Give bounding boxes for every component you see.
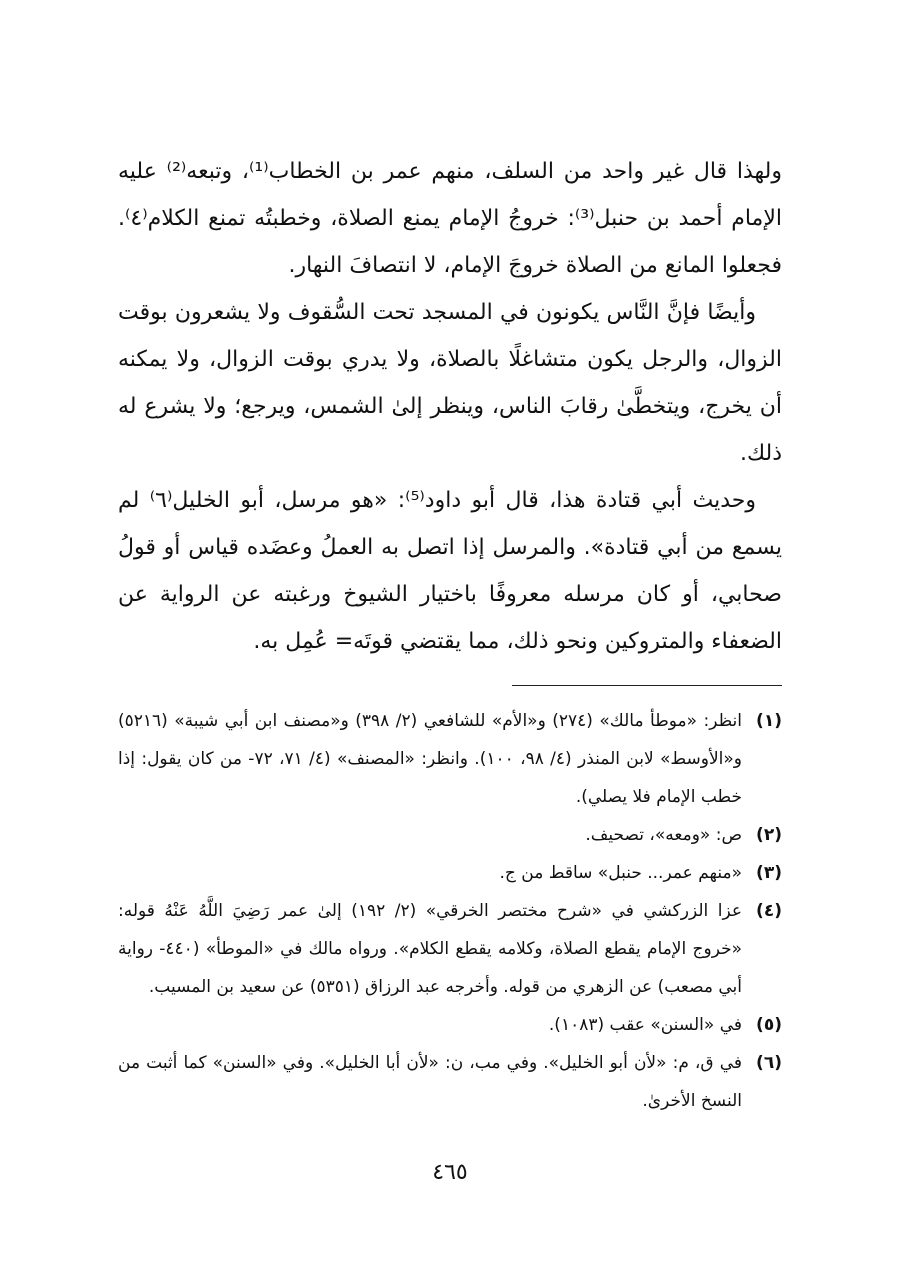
footnotes xyxy=(118,702,782,1120)
footnote-number: (٤) xyxy=(756,901,782,921)
footnote-1 xyxy=(118,702,782,816)
page-content xyxy=(118,148,782,1120)
footnote-number: (٣) xyxy=(756,863,782,883)
footnote-number: (٥) xyxy=(756,1015,782,1035)
paragraph-2: وأيضًا فإنَّ النَّاس يكونون في المسجد تحت السُّقوف ولا يشعرون بوقت الزوال، والرجل يكون متشاغلًا بالصلاة، ولا يدري بوقت الزوال، ولا يمكنه أن يخرج، ويتخطَّىٰ رقابَ الناس، وينظر إلىٰ الشمس، ويرجع؛ ولا يشرع له ذلك. xyxy=(118,300,782,466)
footnote-text: في «السنن» عقب (١٠٨٣). xyxy=(548,1015,742,1035)
footnote-number: (٢) xyxy=(756,825,782,845)
footnote-text: في ق، م: «لأن أبو الخليل». وفي مب، ن: «لأن أبا الخليل». وفي «السنن» كما أثبت من النسخ الأخرىٰ. xyxy=(118,1053,742,1111)
footnote-text: ص: «ومعه»، تصحيف. xyxy=(585,825,742,845)
footnote-number: (٦) xyxy=(756,1053,782,1073)
footnote-separator xyxy=(512,685,782,686)
footnote-2 xyxy=(118,816,782,854)
footnote-4 xyxy=(118,892,782,1006)
page-number: ٤٦٥ xyxy=(432,1160,468,1185)
paragraph-1: ولهذا قال غير واحد من السلف، منهم عمر بن الخطاب⁽¹⁾، وتبعه⁽²⁾ عليه الإمام أحمد بن حنبل⁽³⁾: خروجُ الإمام يمنع الصلاة، وخطبتُه تمنع الكلام⁽٤⁾. فجعلوا المانع من الصلاة خروجَ الإمام، لا انتصافَ النهار. xyxy=(118,159,783,278)
footnote-3 xyxy=(118,854,782,892)
footnote-number: (١) xyxy=(756,711,782,731)
footnote-text: انظر: «موطأ مالك» (٢٧٤) و«الأم» للشافعي (٢/ ٣٩٨) و«مصنف ابن أبي شيبة» (٥٢١٦) و«الأوسط» لابن المنذر (٤/ ٩٨، ١٠٠). وانظر: «المصنف» (٤/ ٧١، ٧٢- من كان يقول: إذا خطب الإمام فلا يصلي). xyxy=(118,711,743,807)
paragraph-3: وحديث أبي قتادة هذا، قال أبو داود⁽⁵⁾: «هو مرسل، أبو الخليل⁽٦⁾ لم يسمع من أبي قتادة». والمرسل إذا اتصل به العملُ وعضَده قياس أو قولُ صحابي، أو كان مرسله معروفًا باختيار الشيوخ ورغبته عن الرواية عن الضعفاء والمتروكين ونحو ذلك، مما يقتضي قوتَه= عُمِل به. xyxy=(118,488,782,654)
main-text xyxy=(118,148,782,665)
footnote-6 xyxy=(118,1044,782,1120)
footnote-text: عزا الزركشي في «شرح مختصر الخرقي» (٢/ ١٩٢) إلىٰ عمر رَضِيَ اللَّهُ عَنْهُ قوله: «خروج الإمام يقطع الصلاة، وكلامه يقطع الكلام». ورواه مالك في «الموطأ» (٤٤٠- رواية أبي مصعب) عن الزهري من قوله. وأخرجه عبد الرزاق (٥٣٥١) عن سعيد بن المسيب. xyxy=(118,901,742,997)
footnote-text: «منهم عمر... حنبل» ساقط من ج. xyxy=(499,863,742,883)
footnote-5 xyxy=(118,1006,782,1044)
